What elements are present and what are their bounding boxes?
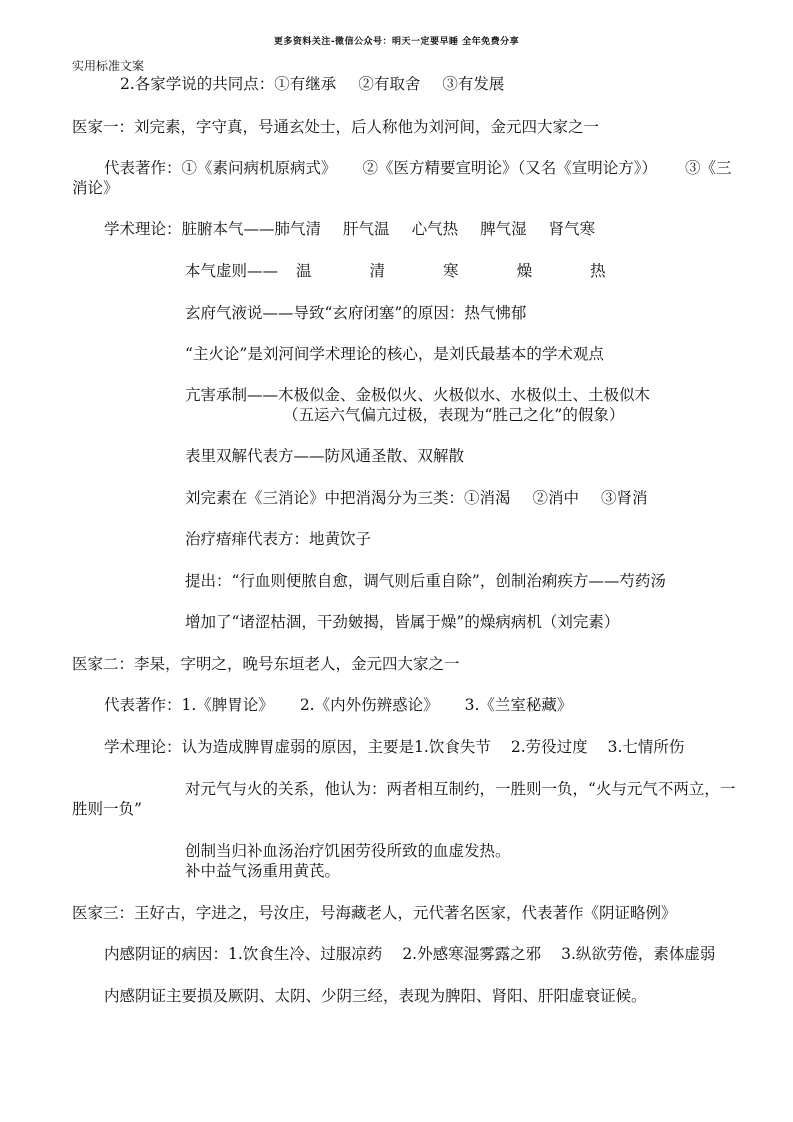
header-banner: 更多资料关注-微信公众号：明天一定要早睡 全年免费分享: [273, 37, 520, 47]
doctor2-work-item: 1.《脾胃论》: [181, 696, 274, 714]
tichu-line: 提出：“行血则便脓自愈，调气则后重自除”，创制治痢疾方——芍药汤: [185, 572, 666, 590]
doctor1-work-item: ①《素问病机原病式》: [181, 159, 337, 177]
benqi-item: 温: [296, 262, 312, 280]
common-point-item: ②有取舍: [358, 75, 421, 93]
doctor3-intro: 医家三：王好古，字进之，号汝庄，号海藏老人，元代著名医家，代表著作《阴证略例》: [72, 904, 677, 922]
common-point-item: ①有继承: [274, 75, 337, 93]
kanghai-line: 亢害承制——木极似金、金极似火、火极似水、水极似土、土极似木: [185, 386, 651, 404]
doctor3-cause-item: 2.外感寒湿雾露之邪: [402, 945, 542, 963]
zangfu-item: 心气热: [411, 220, 459, 238]
benqi-item: 燥: [516, 262, 533, 280]
doctor1-theory-label: 学术理论：: [104, 220, 182, 238]
yuanqi-line-1: 对元气与火的关系，他认为：两者相互制约，一胜则一负，“火与元气不两立，一: [185, 780, 736, 798]
benqi-item: 清: [369, 262, 386, 280]
zangfu-label: 脏腑本气——: [181, 220, 275, 238]
sunji-line: 内感阴证主要损及厥阴、太阴、少阴三经，表现为脾阳、肾阳、肝阳虚衰证候。: [104, 987, 647, 1005]
yuanqi-line-2: 胜则一负”: [72, 800, 142, 818]
doctor1-work-item: ②《医方精要宣明论》（又名《宣明论方》）: [362, 159, 658, 177]
biaoli-line: 表里双解代表方——防风通圣散、双解散: [185, 447, 465, 465]
doctor2-work-item: 3.《兰室秘藏》: [464, 696, 573, 714]
doctor2-cause-item: 3.七情所伤: [607, 738, 685, 756]
doctor1-works-continued: 消论》: [72, 179, 119, 197]
common-points-line: [120, 74, 504, 94]
doctor3-cause-label: 内感阴证的病因：: [104, 945, 229, 963]
zangfu-item: 肺气清: [274, 220, 322, 238]
zangfu-item: 肝气温: [343, 220, 390, 238]
doctor1-intro: 医家一：刘完素，字守真，号通玄处士，后人称他为刘河间，金元四大家之一: [72, 118, 600, 136]
doctor3-cause-item: 1.饮食生冷、过服凉药: [228, 945, 383, 963]
doctor2-theory-label: 学术理论：: [104, 738, 182, 756]
doctor2-cause-label: 认为造成脾胃虚弱的原因，主要是: [181, 738, 415, 756]
document-tag: 实用标准文案: [72, 59, 145, 73]
benqi-item: 热: [590, 262, 606, 280]
benqi-line: [185, 261, 606, 281]
benqi-item: 寒: [443, 262, 459, 280]
yinfei-line: 治疗瘖痱代表方：地黄饮子: [185, 530, 372, 548]
sanxiao-item: ③肾消: [601, 489, 648, 507]
doctor2-cause-item: 2.劳役过度: [510, 738, 588, 756]
doctor2-cause-item: 1.饮食失节: [414, 738, 491, 756]
doctor2-cause-line: [104, 737, 684, 757]
common-points-label: 2.各家学说的共同点：: [120, 75, 275, 93]
doctor3-cause-line: [104, 944, 715, 964]
doctor3-cause-item: 3.纵欲劳倦，素体虚弱: [561, 945, 716, 963]
danggui-line: 创制当归补血汤治疗饥困劳役所致的血虚发热。: [185, 842, 511, 860]
doctor1-work-item: ③《三: [685, 159, 732, 177]
zhuhuo-line: “主火论”是刘河间学术理论的核心，是刘氏最基本的学术观点: [185, 345, 604, 363]
doctor2-works-label: 代表著作：: [104, 696, 182, 714]
zangfu-item: 肾气寒: [548, 220, 596, 238]
kanghai-note: （五运六气偏亢过极，表现为“胜己之化”的假象）: [283, 406, 625, 424]
doctor1-works-line: [104, 158, 732, 178]
sanxiao-item: ②消中: [532, 489, 580, 507]
doctor1-works-label: 代表著作：: [104, 159, 182, 177]
doctor2-intro: 医家二：李杲，字明之，晚号东垣老人，金元四大家之一: [72, 655, 460, 673]
doctor2-work-item: 2.《内外伤辨惑论》: [299, 696, 439, 714]
buzhong-line: 补中益气汤重用黄芪。: [185, 862, 341, 880]
common-point-item: ③有发展: [442, 75, 505, 93]
sanxiao-label: 刘完素在《三消论》中把消渴分为三类：: [185, 489, 465, 507]
doctor1-zangfu-line: [104, 219, 595, 239]
benqi-label: 本气虚则——: [185, 262, 279, 280]
doctor2-works-line: [104, 695, 572, 715]
sanxiao-line: [185, 488, 648, 508]
zaobing-line: 增加了“诸涩枯涸，干劲皴揭，皆属于燥”的燥病病机（刘完素）: [185, 613, 620, 631]
xuanfu-line: 玄府气液说——导致“玄府闭塞”的原因：热气怫郁: [185, 304, 527, 322]
sanxiao-item: ①消渴: [464, 489, 511, 507]
zangfu-item: 脾气湿: [480, 220, 527, 238]
